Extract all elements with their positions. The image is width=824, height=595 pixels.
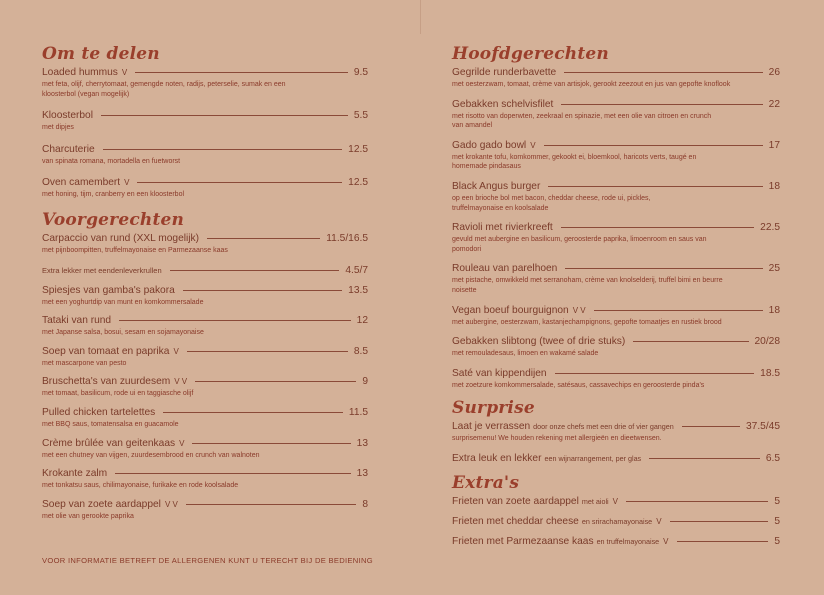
menu-item: [452, 221, 780, 254]
item-name: Saté van kippendijen: [452, 367, 547, 379]
section-title: Surprise: [452, 398, 535, 419]
vegetarian-icon: V: [121, 68, 128, 77]
leader-line: [170, 270, 340, 271]
item-description: gevuld met aubergine en basilicum, geroosterde paprika, limoenroom en saus van pomodori: [452, 236, 707, 253]
leader-line: [119, 320, 351, 321]
vegan-icon: V V: [572, 305, 586, 315]
leader-line: [565, 268, 762, 269]
item-description: op een brioche bol met bacon, cheddar cheese, rode ui, pickles, truffelmayonaise en koolsalade: [452, 194, 651, 212]
menu-item: [452, 262, 780, 295]
item-note: met aioli: [581, 496, 609, 506]
right-page: [412, 0, 824, 595]
item-description: met een chutney van vijgen, zuurdesembrood en crunch van walnoten: [42, 451, 260, 459]
item-name: Spiesjes van gamba's pakora: [42, 284, 175, 296]
item-note: en truffelmayonaise: [596, 536, 660, 546]
section-title: Extra's: [452, 472, 520, 493]
item-name: Gado gado bowl: [452, 139, 527, 151]
leader-line: [561, 227, 754, 228]
item-name: Gegrilde runderbavette: [452, 67, 557, 78]
vegetarian-icon: V: [530, 140, 536, 150]
menu-item: [452, 420, 780, 444]
item-description: met risotto van doperwten, zeekraal en spinazie, met een olie van citroen en crunch van amandel: [452, 112, 712, 130]
item-description: met oesterzwam, tomaat, crème van artisjok, gerookt zeezout en jus van gepofte knoflook: [452, 81, 731, 88]
menu-item: [42, 143, 368, 167]
menu-item: [42, 375, 368, 399]
item-name: Laat je verrassen: [452, 421, 531, 433]
item-description: met pijnboompitten, truffelmayonaise en Parmezaanse kaas: [42, 246, 228, 254]
menu-item: [42, 314, 368, 338]
section-title: Voorgerechten: [42, 209, 185, 230]
item-price: 11.5/16.5: [326, 232, 368, 244]
item-price: 5: [774, 515, 780, 527]
item-name: Gebakken slibtong (twee of drie stuks): [452, 336, 626, 348]
leader-line: [670, 521, 769, 522]
menu-item: [42, 176, 368, 200]
leader-line: [135, 72, 348, 73]
item-note: een wijnarrangement, per glas: [544, 453, 642, 463]
item-name: Oven camembert: [42, 177, 121, 189]
leader-line: [186, 504, 356, 505]
leader-line: [682, 426, 740, 427]
menu-item: [42, 66, 368, 99]
leader-line: [548, 186, 762, 187]
item-name: Black Angus burger: [452, 180, 541, 192]
item-description: met zoetzure komkommersalade, satésaus, cassavechips en geroosterde pinda's: [452, 381, 705, 389]
section-extras: [452, 473, 780, 548]
item-description: van spinata romana, mortadella en fuetworst: [42, 157, 181, 165]
vegetarian-icon: V: [179, 438, 185, 448]
item-name: Krokante zalm: [42, 468, 108, 480]
item-price: 22: [768, 98, 780, 110]
menu-item: [42, 284, 368, 308]
menu-item: [452, 139, 780, 172]
item-description: met honing, tijm, cranberry en een kloosterbol: [42, 191, 185, 199]
item-price: 12.5: [348, 177, 368, 189]
item-name: Soep van tomaat en paprika: [42, 345, 170, 357]
item-name: Pulled chicken tartelettes: [42, 406, 156, 418]
menu-item: [452, 452, 780, 465]
item-price: 5: [774, 535, 780, 547]
item-name: Soep van zoete aardappel: [42, 498, 161, 510]
item-description: met BBQ saus, tomatensalsa en guacamole: [42, 420, 179, 428]
menu-item: [452, 335, 780, 359]
item-description: surprisemenu! We houden rekening met allergieën en dieetwensen.: [452, 435, 662, 443]
item-name: Bruschetta's van zuurdesem: [42, 376, 171, 388]
item-description: met mascarpone van pesto: [42, 359, 127, 367]
section-voorgerechten: [42, 210, 368, 521]
leader-line: [649, 458, 760, 459]
item-price: 13: [356, 468, 368, 480]
vegetarian-icon: V: [656, 516, 662, 526]
menu-item: [42, 345, 368, 369]
item-price: 37.5/45: [746, 421, 780, 433]
item-price: 9: [362, 376, 368, 388]
leader-line: [101, 115, 348, 116]
leader-line: [163, 412, 343, 413]
menu-item: [452, 495, 780, 508]
vegan-icon: V V: [164, 499, 178, 509]
leader-line: [115, 473, 351, 474]
item-description: met Japanse salsa, bosui, sesam en sojamayonaise: [42, 329, 204, 337]
menu-item: [42, 264, 368, 277]
item-price: 9.5: [353, 67, 368, 78]
item-price: 18: [768, 180, 780, 192]
item-note: en srirachamayonaise: [581, 516, 653, 526]
menu-item: [42, 437, 368, 461]
item-price: 18.5: [760, 367, 780, 379]
item-price: 13.5: [348, 284, 368, 296]
item-price: 4.5/7: [345, 264, 368, 276]
vegetarian-icon: V: [612, 496, 618, 506]
item-name: Extra lekker met eendenleverkrullen: [42, 265, 162, 275]
vegan-icon: V V: [174, 377, 188, 387]
item-name: Frieten met cheddar cheese: [452, 515, 579, 527]
vegetarian-icon: V: [663, 536, 669, 546]
item-price: 12: [356, 315, 368, 327]
menu-item: [42, 406, 368, 430]
item-price: 17: [768, 139, 780, 151]
item-note: door onze chefs met een drie of vier gangen: [533, 422, 674, 432]
leader-line: [561, 104, 762, 105]
menu-item: [42, 467, 368, 491]
item-description: met olie van gerookte paprika: [42, 512, 134, 520]
leader-line: [137, 182, 342, 183]
menu-item: [452, 66, 780, 90]
item-description: met pistache, omwikkeld met serranoham, crème van knolselderij, truffel bimi en beurre noisette: [452, 277, 723, 294]
menu-item: [42, 109, 368, 133]
leader-line: [594, 310, 763, 311]
item-name: Gebakken schelvisfilet: [452, 98, 554, 110]
leader-line: [192, 443, 350, 444]
leader-line: [195, 381, 356, 382]
menu-item: [452, 98, 780, 131]
section-title: Hoofdgerechten: [452, 44, 609, 64]
item-name: Kloosterbol: [42, 110, 93, 122]
leader-line: [207, 238, 320, 239]
item-name: Frieten van zoete aardappel: [452, 495, 579, 507]
menu-item: [452, 515, 780, 528]
leader-line: [677, 541, 769, 542]
leader-line: [187, 351, 348, 352]
vegetarian-icon: V: [124, 178, 130, 188]
menu-item: [452, 535, 780, 548]
item-price: 6.5: [765, 452, 780, 464]
item-price: 11.5: [348, 406, 368, 418]
item-name: Vegan boeuf bourguignon: [452, 304, 569, 316]
leader-line: [626, 501, 768, 502]
menu-item: [452, 180, 780, 213]
menu-item: [42, 232, 368, 256]
item-name: Extra leuk en lekker: [452, 452, 542, 464]
leader-line: [633, 341, 748, 342]
item-price: 5: [774, 495, 780, 507]
item-name: Tataki van rund: [42, 315, 112, 327]
menu-item: [42, 498, 368, 522]
item-name: Loaded hummus: [42, 67, 118, 78]
item-price: 5.5: [353, 110, 368, 122]
section-title: Om te delen: [42, 44, 160, 64]
section-surprise: [452, 398, 780, 465]
item-price: 8: [362, 498, 368, 510]
item-description: met tonkatsu saus, chilimayonaise, furikake en rode koolsalade: [42, 482, 239, 490]
item-name: Rouleau van parelhoen: [452, 263, 558, 275]
menu-item: [452, 304, 780, 328]
leader-line: [103, 149, 343, 150]
item-name: Frieten met Parmezaanse kaas: [452, 535, 594, 547]
section-om-te-delen: [42, 44, 368, 200]
item-price: 26: [768, 67, 780, 78]
item-description: met aubergine, oesterzwam, kastanjechampignons, gepofte tomaatjes en rustiek brood: [452, 318, 722, 326]
section-hoofdgerechten: [452, 44, 780, 390]
item-name: Charcuterie: [42, 143, 95, 155]
allergen-footer: VOOR INFORMATIE BETREFT DE ALLERGENEN KUNT U TERECHT BIJ DE BEDIENING: [42, 556, 373, 565]
leader-line: [544, 145, 763, 146]
leader-line: [555, 373, 755, 374]
vegetarian-icon: V: [173, 346, 179, 356]
item-description: met tomaat, basilicum, rode ui en taggiasche olijf: [42, 390, 194, 398]
item-price: 8.5: [353, 345, 368, 357]
leader-line: [183, 290, 342, 291]
item-description: met een yoghurtdip van munt en komkommersalade: [42, 298, 204, 306]
item-description: met feta, olijf, cherrytomaat, gemengde noten, radijs, peterselie, sumak en een kloosterbol (vegan mogelijk): [42, 81, 286, 98]
item-price: 18: [768, 304, 780, 316]
item-name: Ravioli met rivierkreeft: [452, 222, 553, 234]
item-price: 12.5: [348, 143, 368, 155]
item-name: Crème brûlée van geitenkaas: [42, 437, 176, 449]
item-price: 22.5: [760, 222, 780, 234]
item-description: met dipjes: [42, 124, 74, 132]
item-description: met krokante tofu, komkommer, gekookt ei, bloemkool, haricots verts, taugé en homemade pindasaus: [452, 153, 697, 171]
leader-line: [564, 72, 762, 73]
item-price: 25: [768, 263, 780, 275]
item-description: met remouladesaus, limoen en wakamé salade: [452, 350, 599, 358]
item-price: 13: [356, 437, 368, 449]
item-name: Carpaccio van rund (XXL mogelijk): [42, 232, 200, 244]
menu-item: [452, 367, 780, 391]
item-price: 20/28: [754, 336, 780, 348]
